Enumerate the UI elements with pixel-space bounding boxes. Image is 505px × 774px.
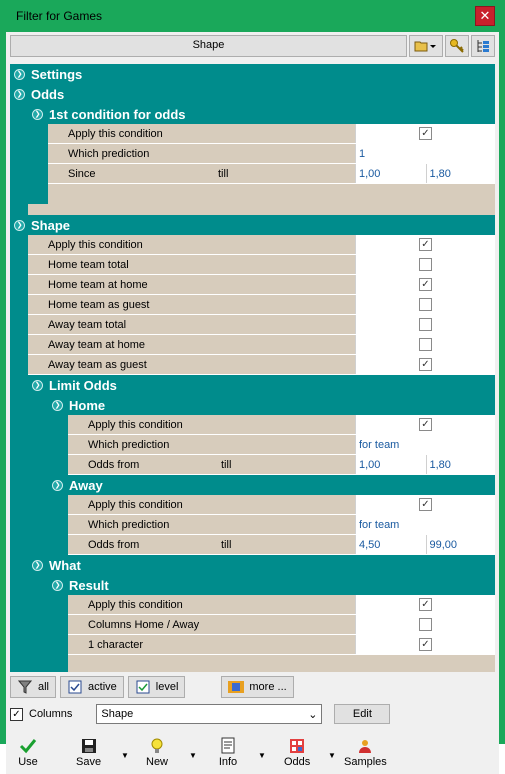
- shape-checkbox[interactable]: [419, 338, 432, 351]
- shape-row: [28, 255, 495, 275]
- tree-layout-icon[interactable]: [471, 35, 495, 57]
- collapse-icon[interactable]: ❯: [32, 109, 43, 120]
- row-label: Columns Home / Away: [88, 618, 200, 631]
- collapse-icon[interactable]: ❯: [14, 89, 25, 100]
- home-which-value[interactable]: for team: [359, 438, 400, 451]
- home-from-value[interactable]: 1,00: [359, 458, 381, 471]
- samples-button[interactable]: [344, 736, 387, 768]
- close-button[interactable]: [475, 6, 495, 26]
- shape-checkbox[interactable]: [419, 298, 432, 311]
- button-label: more ...: [249, 681, 287, 693]
- columns-checkbox[interactable]: ✓: [10, 708, 23, 721]
- columns-label: Columns: [29, 708, 73, 720]
- film-icon: [228, 679, 244, 695]
- tree-indent-bar: [10, 84, 28, 672]
- odds-apply-checkbox[interactable]: ✓: [419, 127, 432, 140]
- result-row: [68, 595, 495, 615]
- row-label: Away team as guest: [48, 358, 147, 371]
- row-label: Since: [68, 167, 96, 180]
- collapse-icon[interactable]: ❯: [52, 580, 63, 591]
- row-label: Away team at home: [48, 338, 146, 351]
- row-label: Odds from: [88, 458, 140, 471]
- tree-indent-bar: [28, 575, 48, 672]
- info-dropdown-icon[interactable]: ▼: [258, 751, 266, 760]
- section-limit-odds[interactable]: [28, 375, 495, 395]
- section-title: Home: [69, 397, 106, 413]
- button-label: all: [38, 681, 50, 693]
- button-label: Info: [218, 756, 238, 768]
- shape-row: [28, 335, 495, 355]
- filter-all-button[interactable]: [10, 676, 56, 698]
- checkbox-icon: [67, 679, 83, 695]
- row-label: Odds from: [88, 538, 140, 551]
- tree-indent-bar: [28, 395, 48, 573]
- button-label: Odds: [284, 756, 311, 768]
- row-label: Which prediction: [88, 438, 170, 451]
- more-button[interactable]: [221, 676, 293, 698]
- home-apply-row: [68, 415, 495, 435]
- shape-checkbox[interactable]: [419, 258, 432, 271]
- odds-button[interactable]: [284, 736, 310, 768]
- away-from-value[interactable]: 4,50: [359, 538, 381, 551]
- button-label: New: [146, 756, 169, 768]
- row-label: Home team as guest: [48, 298, 150, 311]
- result-row: [68, 635, 495, 655]
- home-apply-checkbox[interactable]: ✓: [419, 418, 432, 431]
- section-settings[interactable]: [10, 64, 495, 84]
- odds-since-row: [48, 164, 495, 184]
- away-apply-checkbox[interactable]: ✓: [419, 498, 432, 511]
- bottom-toolbar: [6, 730, 499, 774]
- section-title: Shape: [31, 217, 71, 233]
- row-label: 1 character: [88, 638, 144, 651]
- save-button[interactable]: [76, 736, 101, 768]
- columns-bar: [10, 704, 490, 724]
- away-which-value[interactable]: for team: [359, 518, 400, 531]
- section-title: Result: [69, 577, 109, 593]
- row-label: Apply this condition: [88, 598, 183, 611]
- shape-checkbox[interactable]: ✓: [419, 278, 432, 291]
- filter-level-button[interactable]: [128, 676, 186, 698]
- row-label: Home team total: [48, 258, 129, 271]
- row-label: Apply this condition: [88, 418, 183, 431]
- section-away[interactable]: [48, 475, 495, 495]
- shape-row: [28, 315, 495, 335]
- new-button[interactable]: [146, 736, 168, 768]
- away-till-value[interactable]: 99,00: [426, 535, 496, 554]
- close-icon: ✕: [479, 8, 491, 24]
- expand-icon[interactable]: ❯: [14, 69, 25, 80]
- button-label: Samples: [344, 756, 387, 768]
- till-label: till: [221, 458, 232, 471]
- row-label: Which prediction: [68, 147, 150, 160]
- result-checkbox[interactable]: [419, 618, 432, 631]
- shape-row: [28, 295, 495, 315]
- away-odds-row: [68, 535, 495, 555]
- floppy-disk-icon: [79, 736, 99, 756]
- tree-indent-bar: [48, 595, 68, 672]
- row-label: Apply this condition: [68, 127, 163, 140]
- home-which-row: [68, 435, 495, 455]
- row-label: Apply this condition: [88, 498, 183, 511]
- collapse-icon[interactable]: ❯: [52, 400, 63, 411]
- top-toolbar: [6, 32, 499, 58]
- section-title: Away: [69, 477, 103, 493]
- select-value: Shape: [101, 708, 134, 720]
- collapse-icon[interactable]: ❯: [14, 220, 25, 231]
- title-bar: [6, 0, 499, 32]
- result-row: [68, 615, 495, 635]
- section-title: Settings: [31, 66, 83, 82]
- shape-checkbox[interactable]: [419, 318, 432, 331]
- shape-row: [28, 235, 495, 255]
- away-which-row: [68, 515, 495, 535]
- since-value[interactable]: 1,00: [359, 167, 381, 180]
- shape-button[interactable]: Shape: [10, 35, 407, 57]
- level-checkbox-icon: [135, 679, 151, 695]
- section-result[interactable]: [48, 575, 495, 595]
- info-button[interactable]: [218, 736, 238, 768]
- section-title: Odds: [31, 86, 65, 102]
- collapse-icon[interactable]: ❯: [52, 480, 63, 491]
- checkmark-icon: [18, 736, 38, 756]
- collapse-icon[interactable]: ❯: [32, 560, 43, 571]
- funnel-icon: [17, 679, 33, 695]
- dialog-client: [6, 32, 499, 768]
- section-first-condition[interactable]: [28, 104, 495, 124]
- section-odds[interactable]: [10, 84, 495, 104]
- new-dropdown-icon[interactable]: ▼: [189, 751, 197, 760]
- button-label: active: [88, 681, 117, 693]
- till-label: till: [221, 538, 232, 551]
- info-document-icon: [218, 736, 238, 756]
- row-label: Away team total: [48, 318, 127, 331]
- chevron-down-icon: ⌄: [308, 708, 318, 721]
- odds-table-icon: [287, 736, 307, 756]
- section-title: Limit Odds: [49, 377, 117, 393]
- odds-dropdown-icon[interactable]: ▼: [328, 751, 336, 760]
- till-label: till: [218, 167, 229, 180]
- tree-indent-bar: [28, 124, 48, 204]
- odds-apply-row: [48, 124, 495, 144]
- window-title: Filter for Games: [16, 9, 103, 23]
- which-prediction-value[interactable]: 1: [359, 147, 366, 160]
- button-label: Save: [76, 756, 102, 768]
- result-checkbox[interactable]: ✓: [419, 638, 432, 651]
- odds-which-row: [48, 144, 495, 164]
- samples-people-icon: [355, 736, 375, 756]
- row-label: Home team at home: [48, 278, 148, 291]
- button-label: level: [155, 681, 179, 693]
- save-dropdown-icon[interactable]: ▼: [121, 751, 129, 760]
- away-apply-row: [68, 495, 495, 515]
- section-home[interactable]: [48, 395, 495, 415]
- filter-active-button[interactable]: [60, 676, 124, 698]
- home-till-value[interactable]: 1,80: [426, 455, 496, 474]
- section-what[interactable]: [28, 555, 495, 575]
- home-odds-row: [68, 455, 495, 475]
- shape-row: [28, 275, 495, 295]
- result-checkbox[interactable]: ✓: [419, 598, 432, 611]
- till-value[interactable]: 1,80: [426, 164, 496, 183]
- edit-button[interactable]: Edit: [334, 704, 390, 724]
- shape-checkbox[interactable]: ✓: [419, 238, 432, 251]
- section-shape[interactable]: [10, 215, 495, 235]
- shape-row: [28, 355, 495, 375]
- row-label: Which prediction: [88, 518, 170, 531]
- key-icon[interactable]: [445, 35, 469, 57]
- filter-tree: [10, 64, 495, 672]
- lightbulb-icon: [147, 736, 167, 756]
- folder-dropdown-icon[interactable]: [409, 35, 443, 57]
- section-title: What: [49, 557, 81, 573]
- filter-button-bar: [10, 676, 294, 698]
- shape-checkbox[interactable]: ✓: [419, 358, 432, 371]
- columns-select[interactable]: [96, 704, 322, 724]
- section-title: 1st condition for odds: [49, 106, 186, 122]
- use-button[interactable]: [18, 736, 38, 768]
- button-label: Use: [18, 756, 38, 768]
- row-label: Apply this condition: [48, 238, 143, 251]
- collapse-icon[interactable]: ❯: [32, 380, 43, 391]
